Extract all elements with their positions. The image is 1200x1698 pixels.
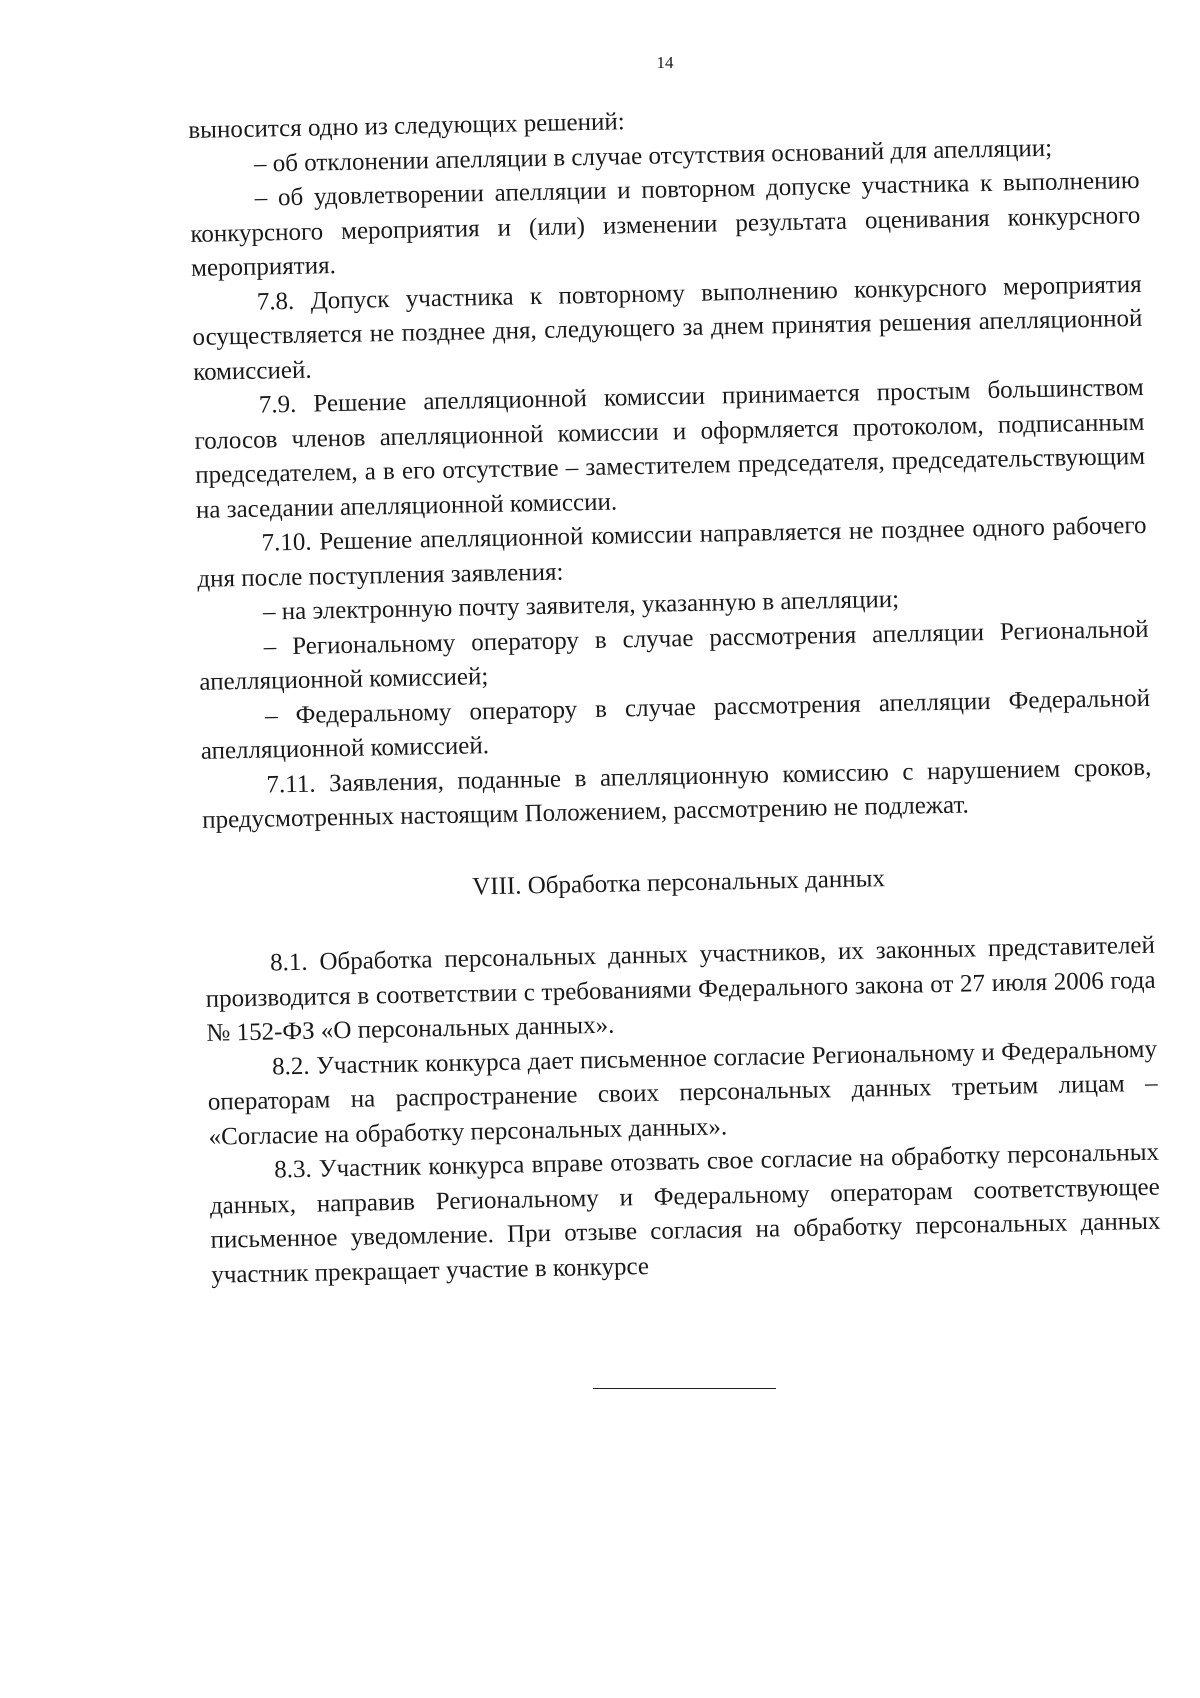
paragraphs-after-heading	[205, 929, 1162, 1293]
paragraph: – на электронную почту заявителя, указанную в апелляции;	[262, 585, 900, 626]
paragraphs-before-heading	[188, 95, 1152, 838]
paragraph: 8.2. Участник конкурса дает письменное согласие Региональному и Федеральному операторам на распространение своих персональных данных третьим лицам – «Согласие на обработку персональных данных».	[207, 1035, 1158, 1151]
paragraph: выносится одно из следующих решений:	[188, 108, 625, 144]
paragraph: 7.11. Заявления, поданные в апелляционную комиссию с нарушением сроков, предусмотренных настоящим Положением, рассмотрению не подлежат.	[201, 753, 1152, 834]
paragraph: – Региональному оператору в случае рассмотрения апелляции Региональной апелляционной комиссией;	[199, 615, 1149, 696]
paragraph: 7.9. Решение апелляционной комиссии принимается простым большинством голосов членов апелляционной комиссии и оформляется протоколом, подписанным председателем, а в его отсутствие – заместителем председателя, председательствующим на заседании апелляционной комиссии.	[194, 373, 1146, 524]
paragraph: 8.3. Участник конкурса вправе отозвать свое согласие на обработку персональных данных, направив Региональному и Федеральному операторам соответствующее письменное уведомление. При отзыве согласия на обработку персональных данных участник прекращает участие в конкурсе	[209, 1138, 1161, 1289]
paragraph: 7.10. Решение апелляционной комиссии направляется не позднее одного рабочего дня после поступления заявления:	[197, 511, 1147, 593]
document-body	[188, 95, 1161, 1293]
page-number: 14	[656, 53, 674, 72]
paragraph: – Федеральному оператору в случае рассмотрения апелляции Федеральной апелляционной комиссией.	[200, 684, 1151, 765]
paragraph: – об отклонении апелляции в случае отсутствия оснований для апелляции;	[253, 134, 1053, 178]
paragraph: – об удовлетворении апелляции и повторном допуске участника к выполнению конкурсного мероприятия и (или) изменении результата оценивания конкурсного мероприятия.	[190, 166, 1141, 282]
paragraph: 7.8. Допуск участника к повторному выполнению конкурсного мероприятия осуществляется не позднее дня, следующего за днем принятия решения апелляционной комиссией.	[192, 270, 1143, 386]
section-heading: VIII. Обработка персональных данных	[471, 864, 886, 900]
end-separator-line	[593, 1388, 776, 1389]
paragraph: 8.1. Обработка персональных данных участников, их законных представителей производится в соответствии с требованиями Федерального закона от 27 июля 2006 года № 152-ФЗ «О персональных данных».	[205, 931, 1156, 1047]
